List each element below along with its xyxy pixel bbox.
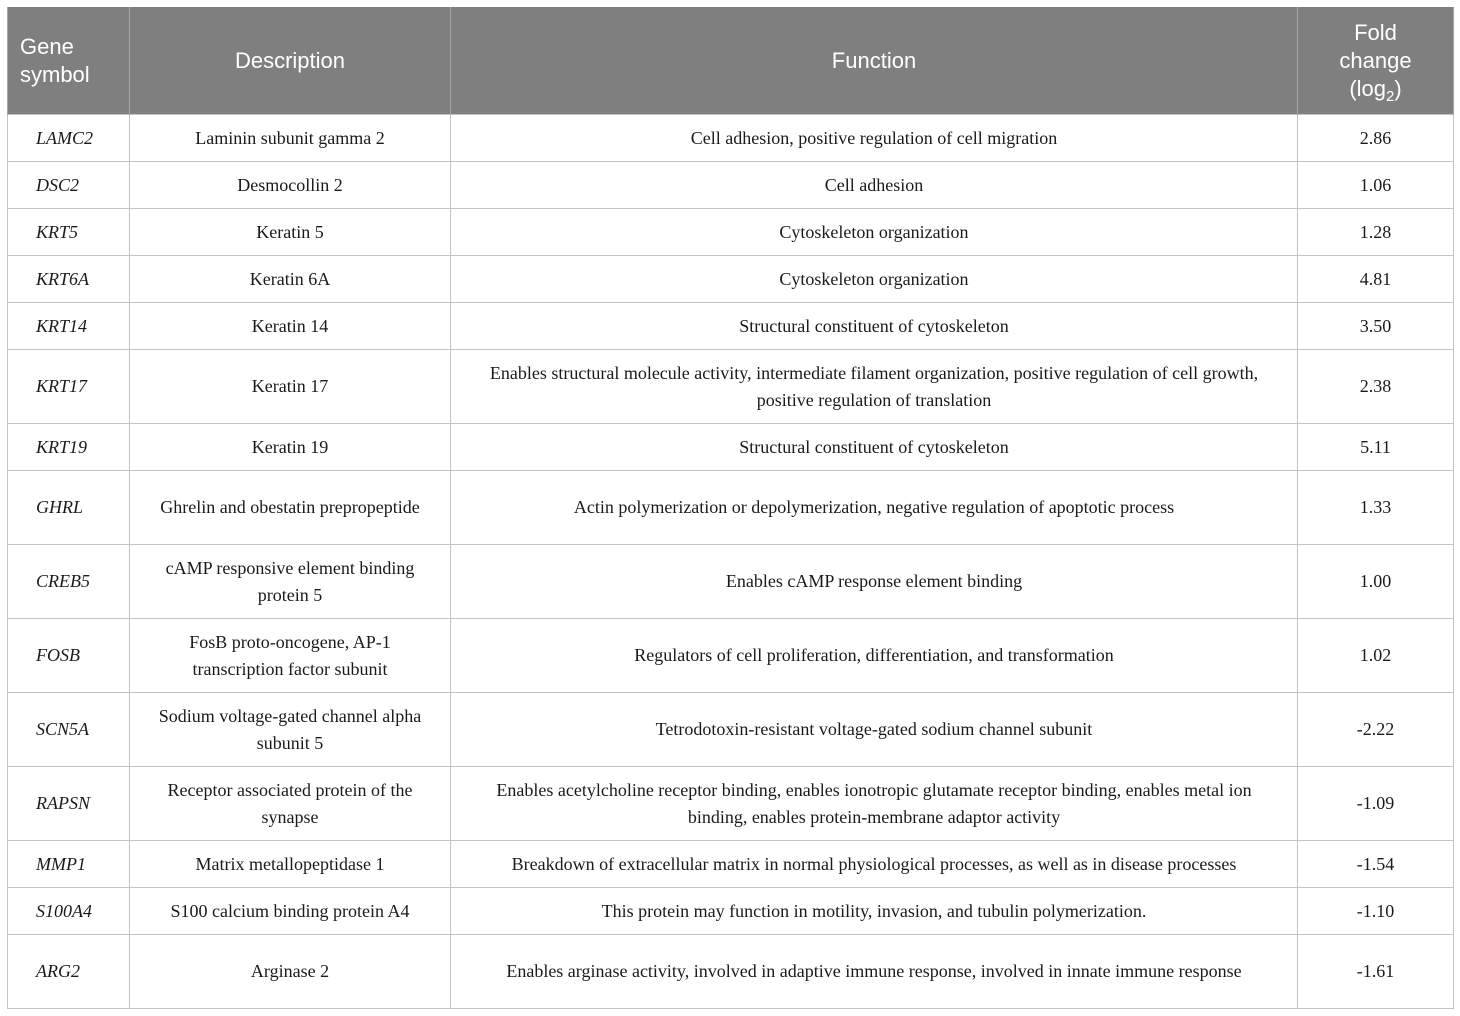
function-cell: Actin polymerization or depolymerization, negative regulation of apoptotic process	[451, 471, 1298, 545]
function-cell: Structural constituent of cytoskeleton	[451, 424, 1298, 471]
description-cell: S100 calcium binding protein A4	[130, 888, 451, 935]
fold-change-cell: 1.00	[1298, 545, 1454, 619]
gene-symbol-cell: KRT19	[8, 424, 130, 471]
gene-symbol-cell: KRT14	[8, 303, 130, 350]
function-cell: Structural constituent of cytoskeleton	[451, 303, 1298, 350]
table-row	[8, 619, 1454, 693]
table-row	[8, 209, 1454, 256]
description-cell: Matrix metallopeptidase 1	[130, 841, 451, 888]
gene-symbol-cell: ARG2	[8, 935, 130, 1009]
table-row	[8, 162, 1454, 209]
description-cell: FosB proto-oncogene, AP-1 transcription factor subunit	[130, 619, 451, 693]
function-cell: Cytoskeleton organization	[451, 256, 1298, 303]
table-row	[8, 767, 1454, 841]
gene-symbol-cell: RAPSN	[8, 767, 130, 841]
function-cell: Cell adhesion, positive regulation of cell migration	[451, 115, 1298, 162]
header-fold-change: Fold change $(\log_2)$	[1298, 7, 1454, 115]
fold-change-cell: 1.33	[1298, 471, 1454, 545]
header-function: Function	[451, 7, 1298, 115]
description-cell: Ghrelin and obestatin prepropeptide	[130, 471, 451, 545]
fold-change-cell: -1.10	[1298, 888, 1454, 935]
description-cell: Keratin 14	[130, 303, 451, 350]
gene-symbol-cell: S100A4	[8, 888, 130, 935]
table-row	[8, 935, 1454, 1009]
fold-change-cell: 1.28	[1298, 209, 1454, 256]
gene-symbol-cell: KRT5	[8, 209, 130, 256]
fold-change-cell: -1.54	[1298, 841, 1454, 888]
gene-symbol-cell: SCN5A	[8, 693, 130, 767]
description-cell: Receptor associated protein of the synapse	[130, 767, 451, 841]
table-header	[8, 7, 1454, 115]
fold-change-cell: 3.50	[1298, 303, 1454, 350]
function-cell: Breakdown of extracellular matrix in normal physiological processes, as well as in disease processes	[451, 841, 1298, 888]
gene-symbol-cell: GHRL	[8, 471, 130, 545]
description-cell: Keratin 19	[130, 424, 451, 471]
table-row	[8, 303, 1454, 350]
table-row	[8, 888, 1454, 935]
header-gene-symbol: Gene symbol	[8, 7, 130, 115]
gene-symbol-cell: CREB5	[8, 545, 130, 619]
gene-symbol-cell: DSC2	[8, 162, 130, 209]
fold-change-cell: 4.81	[1298, 256, 1454, 303]
table-row	[8, 693, 1454, 767]
fold-change-cell: 2.38	[1298, 350, 1454, 424]
header-row	[8, 7, 1454, 115]
gene-table	[7, 7, 1454, 1009]
function-cell: Regulators of cell proliferation, differentiation, and transformation	[451, 619, 1298, 693]
function-cell: Tetrodotoxin-resistant voltage-gated sodium channel subunit	[451, 693, 1298, 767]
fold-change-cell: -2.22	[1298, 693, 1454, 767]
fold-change-cell: 1.06	[1298, 162, 1454, 209]
function-cell: Cytoskeleton organization	[451, 209, 1298, 256]
fold-change-cell: -1.61	[1298, 935, 1454, 1009]
table-body	[8, 115, 1454, 1009]
fold-change-cell: -1.09	[1298, 767, 1454, 841]
description-cell: Keratin 17	[130, 350, 451, 424]
description-cell: cAMP responsive element binding protein 5	[130, 545, 451, 619]
description-cell: Arginase 2	[130, 935, 451, 1009]
table-row	[8, 115, 1454, 162]
table-row	[8, 545, 1454, 619]
function-cell: This protein may function in motility, invasion, and tubulin polymerization.	[451, 888, 1298, 935]
table-row	[8, 471, 1454, 545]
table-row	[8, 841, 1454, 888]
function-cell: Enables cAMP response element binding	[451, 545, 1298, 619]
table-row	[8, 424, 1454, 471]
description-cell: Sodium voltage-gated channel alpha subunit 5	[130, 693, 451, 767]
gene-symbol-cell: KRT17	[8, 350, 130, 424]
function-cell: Cell adhesion	[451, 162, 1298, 209]
function-cell: Enables arginase activity, involved in adaptive immune response, involved in innate immune response	[451, 935, 1298, 1009]
fold-change-cell: 5.11	[1298, 424, 1454, 471]
description-cell: Desmocollin 2	[130, 162, 451, 209]
table-row	[8, 350, 1454, 424]
description-cell: Keratin 5	[130, 209, 451, 256]
fold-change-cell: 2.86	[1298, 115, 1454, 162]
gene-symbol-cell: LAMC2	[8, 115, 130, 162]
fold-change-cell: 1.02	[1298, 619, 1454, 693]
function-cell: Enables acetylcholine receptor binding, enables ionotropic glutamate receptor binding, enables metal ion binding, enables protein-membrane adaptor activity	[451, 767, 1298, 841]
description-cell: Keratin 6A	[130, 256, 451, 303]
function-cell: Enables structural molecule activity, intermediate filament organization, positive regulation of cell growth, positive regulation of translation	[451, 350, 1298, 424]
gene-symbol-cell: KRT6A	[8, 256, 130, 303]
table-row	[8, 256, 1454, 303]
gene-symbol-cell: FOSB	[8, 619, 130, 693]
gene-symbol-cell: MMP1	[8, 841, 130, 888]
header-description: Description	[130, 7, 451, 115]
description-cell: Laminin subunit gamma 2	[130, 115, 451, 162]
